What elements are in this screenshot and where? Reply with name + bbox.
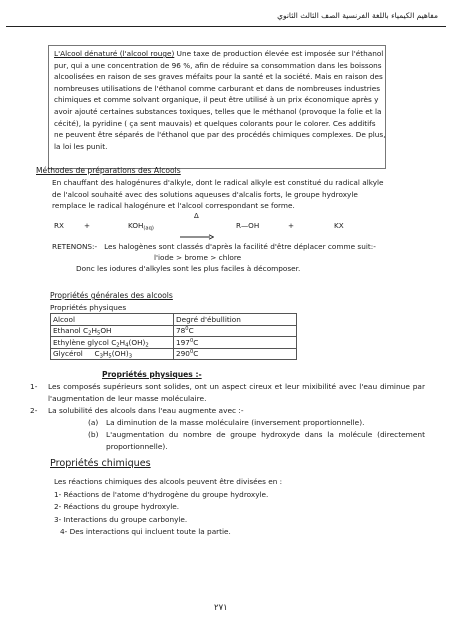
- chemical-properties-heading: Propriétés chimiques: [50, 458, 151, 469]
- list-item: (b) L'augmentation du nombre de groupe hydroxyde dans la molécule (directement proportionnelle).: [88, 430, 425, 451]
- table-cell-boiling: $197^0C$: [174, 337, 297, 349]
- table-cell-boiling: $290^0C$: [174, 348, 297, 360]
- chemical-intro: Les réactions chimiques des alcools peuvent être divisées en :: [54, 477, 283, 486]
- retenons-line-1: RETENONS:- Les halogènes sont classés d'après la facilité d'être déplacer comme suit:-: [52, 242, 376, 251]
- page-number: ٢٧١: [214, 603, 228, 613]
- intro-term: L'Alcool dénaturé (l'alcool rouge): [54, 49, 175, 58]
- reactant-rx: RX: [54, 221, 64, 230]
- preparation-heading: Méthodes de préparations des Alcools: [36, 166, 181, 175]
- chemical-reactions-list: [54, 476, 282, 539]
- page-header-title: مفاهيم الكيمياء باللغة الفرنسية الصف الثالث الثانوي: [277, 11, 438, 20]
- list-item: 3- Interactions du groupe carbonyle.: [54, 514, 188, 524]
- retenons-block: [52, 241, 412, 275]
- reaction-plus-2: +: [288, 221, 295, 230]
- header-divider: [6, 26, 446, 27]
- product-roh: R—OH: [236, 221, 260, 230]
- table-cell-alcool: Ethylène glycol $C_2H_4(OH)_2$: [51, 337, 174, 349]
- table-cell-boiling: $78^0C$: [174, 325, 297, 337]
- alcohol-table: [50, 313, 297, 360]
- retenons-line-3: Donc les iodures d'alkyles sont les plus faciles à décomposer.: [76, 264, 301, 274]
- table-cell-alcool: Glycérol $C_3H_5(OH)_3$: [51, 348, 174, 360]
- intro-paragraph: [54, 48, 386, 152]
- table-header-alcool: Alcool: [51, 314, 174, 326]
- list-item: 2- Réactions du groupe hydroxyle.: [54, 502, 180, 511]
- list-item: 1- Réactions de l'atome d'hydrogène du groupe hydroxyle.: [54, 489, 269, 499]
- physical-properties-heading: Propriétés physiques :-: [102, 370, 202, 379]
- retenons-line-2: l'iode > brome > chlore: [154, 253, 242, 263]
- reaction-plus-1: +: [84, 221, 91, 230]
- reactant-koh: $KOH_{(aq)}$: [128, 221, 154, 232]
- physical-properties-list: [30, 381, 425, 453]
- reaction-delta: Δ: [194, 212, 199, 220]
- table-row: [51, 325, 297, 337]
- list-item: (a) La diminution de la masse moléculaire (inversement proportionnelle).: [88, 418, 365, 427]
- general-heading: Propriétés générales des alcools: [50, 291, 173, 300]
- table-header-row: [51, 314, 297, 326]
- list-item: 2- La solubilité des alcools dans l'eau augmente avec :-: [30, 406, 244, 415]
- table-row: [51, 348, 297, 360]
- list-item: 1- Les composés supérieurs sont solides, ont un aspect cireux et leur mixibilité avec l'eau diminue par l'augmentation de leur masse moléculaire.: [30, 382, 425, 403]
- list-item: 4- Des interactions qui incluent toute la partie.: [60, 527, 231, 536]
- preparation-text: En chauffant des halogénures d'alkyle, dont le radical alkyle est constitué du radical alkyle de l'alcool souhaité avec des solutions aqueuses d'alcalis forts, le groupe hydroxyle remplace le radical halogénure et l'alcool correspondant se forme.: [52, 178, 384, 211]
- table-row: [51, 337, 297, 349]
- table-header-boiling: Degré d'ébullition: [174, 314, 297, 326]
- product-kx: KX: [334, 221, 344, 230]
- physical-subheading: Propriétés physiques: [50, 303, 127, 312]
- intro-text: Une taxe de production élevée est imposée sur l'éthanol pur, qui a une concentration de 96 %, afin de réduire sa consommation dans les boissons alcoolisées en raison de ses graves méfaits pour la santé et la société. Mais en raison des nombreuses utilisations de l'éthanol comme carburant et dans de nombreuses industries chimiques et comme solvant organique, il peut être utilisé à un prix économique après y avoir ajouté certaines substances toxiques, telles que le méthanol (provoque la folie et la cécité), la pyridine ( ça sent mauvais) et quelques colorants pour le colorer. Ces additifs ne peuvent être séparés de l'éthanol que par des procédés chimiques complexes. De plus, la loi les punit.: [54, 49, 386, 151]
- table-cell-alcool: Ethanol $C_2H_5OH$: [51, 325, 174, 337]
